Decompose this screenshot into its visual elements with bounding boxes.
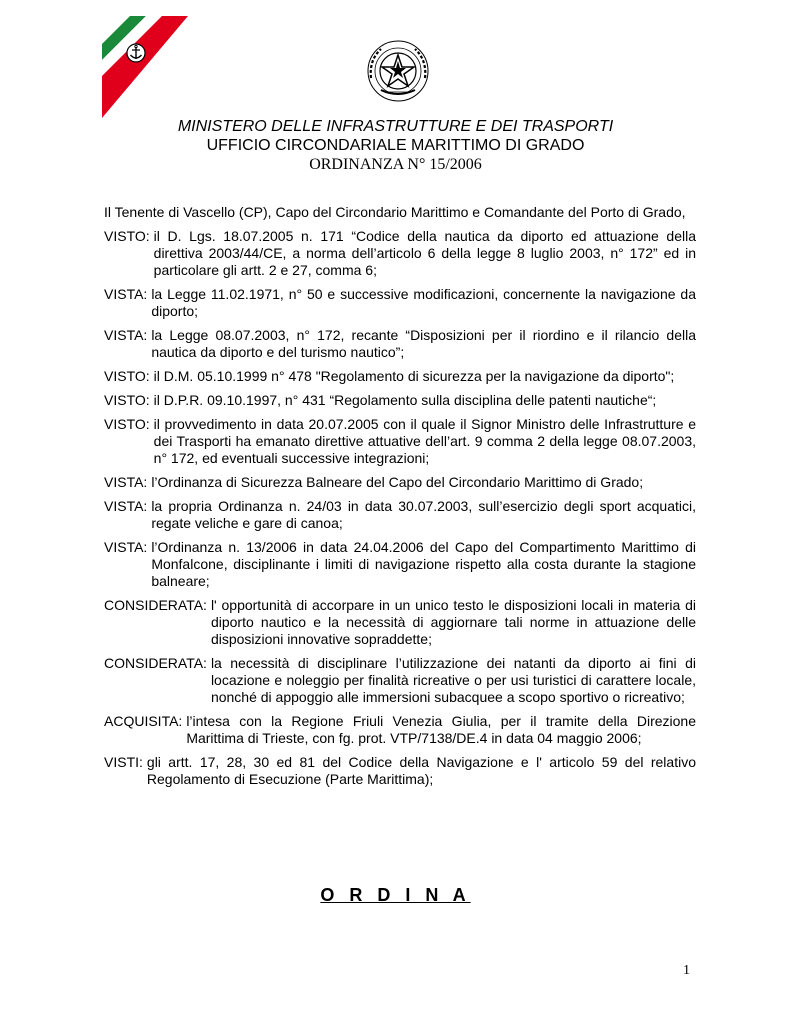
coast-guard-emblem-icon — [102, 16, 188, 118]
recital-entry — [104, 474, 696, 491]
recital-label: ACQUISITA: — [104, 713, 183, 729]
recital-entry — [104, 368, 696, 385]
recital-label: VISTA: — [104, 539, 148, 555]
recital-entry — [104, 327, 696, 361]
recital-entry — [104, 286, 696, 320]
recital-text: il D.M. 05.10.1999 n° 478 "Regolamento di sicurezza per la navigazione da diporto"; — [153, 368, 675, 384]
office-title: UFFICIO CIRCONDARIALE MARITTIMO DI GRADO — [206, 137, 585, 154]
recital-label: VISTO: — [104, 392, 150, 408]
recital-text: la Legge 11.02.1971, n° 50 e successive modificazioni, concernente la navigazione da diporto; — [151, 286, 696, 319]
recital-label: VISTI: — [104, 754, 143, 770]
recital-label: VISTA: — [104, 327, 148, 343]
recital-label: VISTO: — [104, 228, 150, 244]
ordinance-body — [104, 204, 696, 795]
page-number: 1 — [683, 963, 690, 978]
recital-text: il D. Lgs. 18.07.2005 n. 171 “Codice della nautica da diporto ed attuazione della direttiva 2003/44/CE, a norma dell’articolo 6 della legge 8 luglio 2003, n° 172” ed in particolare gli artt. 2 e 27, comma 6; — [153, 228, 696, 278]
recital-label: VISTO: — [104, 368, 150, 384]
recital-entry — [104, 754, 696, 788]
recital-entry — [104, 539, 696, 590]
recital-text: la necessità di disciplinare l’utilizzazione dei natanti da diporto ai fini di locazione e noleggio per finalità ricreative o per usi turistici di carattere locale, nonché di appoggio alle immersioni subacquee a scopo sportivo o ricreativo; — [210, 655, 696, 705]
recital-text: il provvedimento in data 20.07.2005 con il quale il Signor Ministro delle Infrastrutture e dei Trasporti ha emanato direttive attuative dell’art. 9 comma 2 della legge 08.07.2003, n° 172, ed eventuali successive integrazioni; — [153, 416, 696, 466]
recital-entry — [104, 655, 696, 706]
recital-entry — [104, 392, 696, 409]
recital-text: la Legge 08.07.2003, n° 172, recante “Disposizioni per il riordino e il rilancio della nautica da diporto e del turismo nautico”; — [151, 327, 696, 360]
recital-text: gli artt. 17, 28, 30 ed 81 del Codice della Navigazione e l' articolo 59 del relativo Regolamento di Esecuzione (Parte Marittima); — [146, 754, 696, 787]
recital-text: la propria Ordinanza n. 24/03 in data 30.07.2003, sull’esercizio degli sport acquatici, regate veliche e gare di canoa; — [151, 498, 696, 531]
document-header — [0, 117, 791, 175]
recital-text: l’Ordinanza n. 13/2006 in data 24.04.2006 del Capo del Compartimento Marittimo di Monfalcone, disciplinante i limiti di navigazione rispetto alla costa durante la stagione balneare; — [151, 539, 696, 589]
recital-entry — [104, 597, 696, 648]
recital-entry — [104, 416, 696, 467]
recital-label: VISTO: — [104, 416, 150, 432]
recital-label: CONSIDERATA: — [104, 655, 207, 671]
recital-text: l’intesa con la Regione Friuli Venezia Giulia, per il tramite della Direzione Marittima di Trieste, con fg. prot. VTP/7138/DE.4 in data 04 maggio 2006; — [186, 713, 696, 746]
recital-label: VISTA: — [104, 498, 148, 514]
italian-republic-emblem-icon — [365, 38, 431, 104]
intro-paragraph: Il Tenente di Vascello (CP), Capo del Circondario Marittimo e Comandante del Porto di Grado, — [104, 204, 686, 220]
recital-text: il D.P.R. 09.10.1997, n° 431 “Regolamento sulla disciplina delle patenti nautiche“; — [153, 392, 657, 408]
recital-label: VISTA: — [104, 474, 148, 490]
recital-entry — [104, 228, 696, 279]
recital-label: CONSIDERATA: — [104, 597, 207, 613]
recital-label: VISTA: — [104, 286, 148, 302]
ordina-heading: O R D I N A — [320, 885, 471, 905]
recital-text: l' opportunità di accorpare in un unico testo le disposizioni locali in materia di diporto nautico e la necessità di aggiornare tali norme in attuazione delle disposizioni innovative sopraddette; — [210, 597, 696, 647]
ministry-title: MINISTERO DELLE INFRASTRUTTURE E DEI TRASPORTI — [177, 118, 614, 135]
recital-entry — [104, 498, 696, 532]
ordinance-number: ORDINANZA N° 15/2006 — [309, 156, 482, 173]
recital-text: l’Ordinanza di Sicurezza Balneare del Capo del Circondario Marittimo di Grado; — [151, 474, 644, 490]
recital-entry — [104, 713, 696, 747]
